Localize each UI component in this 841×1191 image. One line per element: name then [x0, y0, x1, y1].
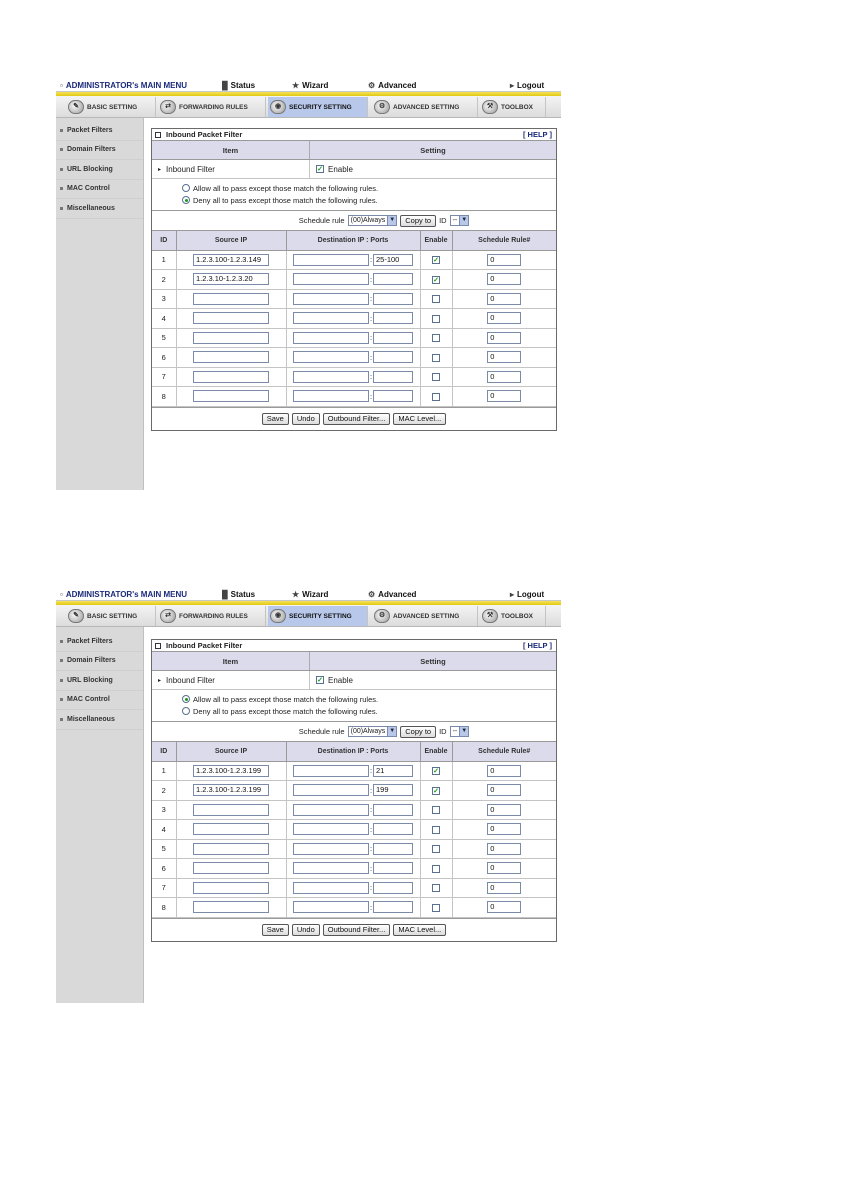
rule-id: 6: [152, 859, 176, 879]
source-ip-input[interactable]: [193, 390, 269, 402]
enable-checkbox[interactable]: ✓: [433, 276, 439, 284]
col-destination: Destination IP : Ports: [286, 742, 420, 761]
inbound-filter-row: [152, 671, 556, 690]
bullet-icon: [60, 207, 63, 210]
ports-input[interactable]: 25-100: [373, 254, 413, 266]
wizard-link[interactable]: ★ Wizard: [292, 590, 329, 599]
schedule-rule-input[interactable]: 0: [487, 273, 521, 285]
chevron-down-icon: ▼: [459, 216, 468, 225]
destination-ip-input[interactable]: [293, 804, 369, 816]
inbound-filter-panel: [151, 639, 557, 942]
deny-radio[interactable]: [182, 707, 190, 715]
forwarding-rules-icon: ⇄: [160, 100, 176, 114]
bullet-icon: [60, 659, 63, 662]
rule-id: 3: [152, 289, 176, 309]
table-row: [152, 859, 556, 879]
rule-id: 4: [152, 309, 176, 329]
square-icon: [155, 132, 161, 138]
tab-forwarding-rules[interactable]: ⇄ FORWARDING RULES: [158, 97, 266, 117]
schedule-rule-input[interactable]: 0: [487, 312, 521, 324]
destination-ip-input[interactable]: [293, 390, 369, 402]
table-row: [152, 289, 556, 309]
schedule-label: Schedule rule: [298, 727, 345, 736]
enable-checkbox[interactable]: [432, 826, 440, 834]
undo-button[interactable]: Undo: [292, 413, 320, 425]
bullet-icon: [60, 679, 63, 682]
enable-checkbox[interactable]: [432, 904, 440, 912]
schedule-rule-input[interactable]: 0: [487, 823, 521, 835]
enable-checkbox[interactable]: [432, 806, 440, 814]
port-separator: :: [369, 844, 373, 854]
copy-to-button[interactable]: Copy to: [400, 726, 436, 738]
bullet-icon: [60, 148, 63, 151]
enable-checkbox[interactable]: ✓: [433, 257, 439, 265]
port-separator: :: [369, 785, 373, 795]
schedule-rule-input[interactable]: 0: [487, 765, 521, 777]
destination-ip-input[interactable]: [293, 254, 369, 266]
basic-setting-icon: ✎: [68, 100, 84, 114]
advanced-setting-icon: ⚙: [374, 100, 390, 114]
destination-ip-input[interactable]: [293, 371, 369, 383]
security-setting-icon: ◉: [270, 100, 286, 114]
source-ip-input[interactable]: [193, 882, 269, 894]
table-row: [152, 270, 556, 290]
inbound-filter-label: Inbound Filter: [166, 164, 215, 174]
ports-input[interactable]: [373, 390, 413, 402]
bullet-icon: [60, 698, 63, 701]
button-row: [152, 918, 556, 941]
port-separator: :: [369, 313, 373, 323]
enable-checkbox[interactable]: [432, 315, 440, 323]
deny-radio[interactable]: [182, 196, 190, 204]
schedule-rule-input[interactable]: 0: [487, 784, 521, 796]
chevron-down-icon: ▼: [387, 216, 396, 225]
table-row: [152, 309, 556, 329]
port-separator: :: [369, 352, 373, 362]
sidebar-item[interactable]: Domain Filters: [56, 141, 143, 161]
deny-label: Deny all to pass except those match the following rules.: [193, 195, 378, 205]
source-ip-input[interactable]: 1.2.3.100-1.2.3.149: [193, 254, 269, 266]
allow-label: Allow all to pass except those match the following rules.: [193, 694, 379, 704]
table-row: [152, 898, 556, 918]
col-source-ip: Source IP: [176, 231, 286, 250]
tab-advanced-setting[interactable]: ⚙ ADVANCED SETTING: [372, 606, 478, 626]
deny-label: Deny all to pass except those match the following rules.: [193, 706, 378, 716]
ports-input[interactable]: [373, 823, 413, 835]
bullet-icon: [60, 168, 63, 171]
bullet-icon: [60, 640, 63, 643]
tab-advanced-setting[interactable]: ⚙ ADVANCED SETTING: [372, 97, 478, 117]
rules-table: [152, 231, 556, 407]
ports-input[interactable]: [373, 312, 413, 324]
help-link[interactable]: [ HELP ]: [522, 641, 552, 650]
ports-input[interactable]: [373, 332, 413, 344]
rule-id: 1: [152, 761, 176, 781]
col-source-ip: Source IP: [176, 742, 286, 761]
sidebar-item[interactable]: MAC Control: [56, 691, 143, 711]
sidebar-item[interactable]: URL Blocking: [56, 160, 143, 180]
rule-id: 7: [152, 367, 176, 387]
basic-setting-icon: ✎: [68, 609, 84, 623]
panel-title: Inbound Packet Filter: [155, 641, 242, 650]
enable-checkbox[interactable]: [432, 334, 440, 342]
port-separator: :: [369, 255, 373, 265]
destination-ip-input[interactable]: [293, 823, 369, 835]
table-row: [152, 348, 556, 368]
rules-table: [152, 742, 556, 918]
ports-input[interactable]: 21: [373, 765, 413, 777]
item-header: Item: [152, 141, 310, 159]
port-separator: :: [369, 333, 373, 343]
destination-ip-input[interactable]: [293, 784, 369, 796]
port-separator: :: [369, 274, 373, 284]
enable-checkbox[interactable]: ✓: [433, 768, 439, 776]
bullet-icon: [60, 129, 63, 132]
chevron-down-icon: ▼: [387, 727, 396, 736]
port-separator: :: [369, 766, 373, 776]
rule-id: 8: [152, 387, 176, 407]
schedule-select[interactable]: (00)Always ▼: [348, 726, 398, 737]
ports-input[interactable]: [373, 882, 413, 894]
source-ip-input[interactable]: 1.2.3.10-1.2.3.20: [193, 273, 269, 285]
tab-toolbox[interactable]: ⚒ TOOLBOX: [480, 606, 546, 626]
wizard-icon: ★: [292, 81, 300, 90]
source-ip-input[interactable]: [193, 312, 269, 324]
schedule-rule-input[interactable]: 0: [487, 804, 521, 816]
table-row: [152, 367, 556, 387]
undo-button[interactable]: Undo: [292, 924, 320, 936]
sidebar-item[interactable]: MAC Control: [56, 180, 143, 200]
square-icon: ▫: [60, 81, 63, 90]
enable-checkbox[interactable]: [432, 295, 440, 303]
enable-checkbox[interactable]: [432, 354, 440, 362]
button-row: [152, 407, 556, 430]
ports-input[interactable]: [373, 901, 413, 913]
source-ip-input[interactable]: [193, 332, 269, 344]
rule-id: 3: [152, 800, 176, 820]
schedule-rule-input[interactable]: 0: [487, 843, 521, 855]
advanced-setting-icon: ⚙: [374, 609, 390, 623]
inbound-filter-panel: [151, 128, 557, 431]
destination-ip-input[interactable]: [293, 843, 369, 855]
outbound-filter-button[interactable]: Outbound Filter...: [323, 413, 391, 425]
router-admin-screenshot: [56, 78, 561, 454]
arrow-right-icon: ▸: [510, 81, 515, 90]
table-row: [152, 387, 556, 407]
ports-input[interactable]: [373, 862, 413, 874]
schedule-rule-input[interactable]: 0: [487, 332, 521, 344]
table-row: [152, 781, 556, 801]
save-button[interactable]: Save: [262, 924, 289, 936]
status-link[interactable]: █ Status: [222, 590, 256, 599]
status-icon: █: [222, 590, 228, 599]
destination-ip-input[interactable]: [293, 312, 369, 324]
id-label: ID: [439, 216, 447, 225]
sidebar: [56, 627, 144, 1003]
sidebar: [56, 118, 144, 490]
rule-id: 7: [152, 878, 176, 898]
tab-forwarding-rules[interactable]: ⇄ FORWARDING RULES: [158, 606, 266, 626]
wizard-icon: ★: [292, 590, 300, 599]
source-ip-input[interactable]: [193, 351, 269, 363]
source-ip-input[interactable]: [193, 843, 269, 855]
help-link[interactable]: [ HELP ]: [522, 130, 552, 139]
rule-id: 2: [152, 781, 176, 801]
enable-filter-checkbox[interactable]: ✓: [317, 166, 323, 173]
col-schedule-rule: Schedule Rule#: [452, 231, 556, 250]
col-enable: Enable: [420, 231, 452, 250]
id-label: ID: [439, 727, 447, 736]
rule-id: 2: [152, 270, 176, 290]
port-separator: :: [369, 391, 373, 401]
inbound-filter-row: [152, 160, 556, 179]
arrow-right-icon: ▸: [510, 590, 515, 599]
advanced-link[interactable]: ⚙ Advanced: [368, 81, 417, 90]
col-enable: Enable: [420, 742, 452, 761]
rule-id: 6: [152, 348, 176, 368]
enable-checkbox[interactable]: [432, 393, 440, 401]
schedule-row: [152, 722, 556, 742]
enable-label: Enable: [328, 675, 353, 685]
square-icon: ▫: [60, 590, 63, 599]
col-id: ID: [152, 231, 176, 250]
table-row: [152, 761, 556, 781]
id-select[interactable]: -- ▼: [450, 726, 470, 737]
destination-ip-input[interactable]: [293, 351, 369, 363]
enable-checkbox[interactable]: [432, 865, 440, 873]
allow-radio[interactable]: [182, 184, 190, 192]
table-row: [152, 820, 556, 840]
table-row: [152, 800, 556, 820]
copy-to-button[interactable]: Copy to: [400, 215, 436, 227]
rule-id: 5: [152, 839, 176, 859]
enable-checkbox[interactable]: [432, 373, 440, 381]
enable-filter-checkbox[interactable]: ✓: [317, 677, 323, 684]
column-header-row: [152, 652, 556, 671]
router-admin-screenshot: [56, 587, 561, 965]
id-select[interactable]: -- ▼: [450, 215, 470, 226]
wizard-link[interactable]: ★ Wizard: [292, 81, 329, 90]
panel-title: Inbound Packet Filter: [155, 130, 242, 139]
schedule-rule-input[interactable]: 0: [487, 254, 521, 266]
panel-header: [152, 640, 556, 652]
destination-ip-input[interactable]: [293, 882, 369, 894]
outbound-filter-button[interactable]: Outbound Filter...: [323, 924, 391, 936]
arrow-right-icon: ▸: [158, 677, 162, 684]
panel-header: [152, 129, 556, 141]
port-separator: :: [369, 902, 373, 912]
port-separator: :: [369, 824, 373, 834]
source-ip-input[interactable]: [193, 862, 269, 874]
table-row: [152, 328, 556, 348]
rule-id: 8: [152, 898, 176, 918]
schedule-label: Schedule rule: [298, 216, 345, 225]
schedule-select[interactable]: (00)Always ▼: [348, 215, 398, 226]
sidebar-item[interactable]: Miscellaneous: [56, 199, 143, 219]
source-ip-input[interactable]: [193, 823, 269, 835]
bullet-icon: [60, 718, 63, 721]
rule-id: 1: [152, 250, 176, 270]
admin-menu-link[interactable]: ▫ ADMINISTRATOR's MAIN MENU: [60, 81, 188, 90]
destination-ip-input[interactable]: [293, 273, 369, 285]
status-link[interactable]: █ Status: [222, 81, 256, 90]
item-header: Item: [152, 652, 310, 670]
source-ip-input[interactable]: 1.2.3.100-1.2.3.199: [193, 765, 269, 777]
tab-basic-setting[interactable]: ✎ BASIC SETTING: [66, 97, 156, 117]
mac-level-button[interactable]: MAC Level...: [393, 924, 446, 936]
chevron-down-icon: ▼: [459, 727, 468, 736]
port-separator: :: [369, 372, 373, 382]
mac-level-button[interactable]: MAC Level...: [393, 413, 446, 425]
rule-id: 4: [152, 820, 176, 840]
forwarding-rules-icon: ⇄: [160, 609, 176, 623]
col-schedule-rule: Schedule Rule#: [452, 742, 556, 761]
source-ip-input[interactable]: 1.2.3.100-1.2.3.199: [193, 784, 269, 796]
logout-link[interactable]: ▸ Logout: [510, 590, 545, 599]
table-row: [152, 839, 556, 859]
schedule-rule-input[interactable]: 0: [487, 390, 521, 402]
destination-ip-input[interactable]: [293, 901, 369, 913]
tab-toolbox[interactable]: ⚒ TOOLBOX: [480, 97, 546, 117]
destination-ip-input[interactable]: [293, 765, 369, 777]
sidebar-item[interactable]: Domain Filters: [56, 652, 143, 672]
tab-bar: [56, 605, 561, 627]
column-header-row: [152, 141, 556, 160]
ports-input[interactable]: [373, 843, 413, 855]
logout-link[interactable]: ▸ Logout: [510, 81, 545, 90]
sidebar-item[interactable]: URL Blocking: [56, 671, 143, 691]
enable-label: Enable: [328, 164, 353, 174]
bullet-icon: [60, 187, 63, 190]
square-icon: [155, 643, 161, 649]
port-separator: :: [369, 883, 373, 893]
schedule-rule-input[interactable]: 0: [487, 351, 521, 363]
col-id: ID: [152, 742, 176, 761]
enable-checkbox[interactable]: [432, 884, 440, 892]
source-ip-input[interactable]: [193, 901, 269, 913]
tab-bar: [56, 96, 561, 118]
schedule-rule-input[interactable]: 0: [487, 901, 521, 913]
toolbox-icon: ⚒: [482, 100, 498, 114]
port-separator: :: [369, 805, 373, 815]
enable-checkbox[interactable]: [432, 845, 440, 853]
ports-input[interactable]: [373, 804, 413, 816]
destination-ip-input[interactable]: [293, 862, 369, 874]
port-separator: :: [369, 294, 373, 304]
schedule-rule-input[interactable]: 0: [487, 371, 521, 383]
table-row: [152, 250, 556, 270]
destination-ip-input[interactable]: [293, 332, 369, 344]
sidebar-item[interactable]: Packet Filters: [56, 121, 143, 141]
sidebar-item[interactable]: Miscellaneous: [56, 710, 143, 730]
sidebar-item[interactable]: Packet Filters: [56, 632, 143, 652]
top-menu: [56, 78, 561, 92]
tab-security-setting[interactable]: ◉ SECURITY SETTING: [268, 606, 368, 626]
allow-label: Allow all to pass except those match the following rules.: [193, 183, 379, 193]
setting-header: Setting: [420, 145, 446, 155]
source-ip-input[interactable]: [193, 371, 269, 383]
ports-input[interactable]: [373, 293, 413, 305]
advanced-icon: ⚙: [368, 81, 376, 90]
ports-input[interactable]: [373, 371, 413, 383]
rule-id: 5: [152, 328, 176, 348]
setting-header: Setting: [420, 656, 446, 666]
schedule-rule-input[interactable]: 0: [487, 862, 521, 874]
toolbox-icon: ⚒: [482, 609, 498, 623]
tab-security-setting[interactable]: ◉ SECURITY SETTING: [268, 97, 368, 117]
schedule-rule-input[interactable]: 0: [487, 293, 521, 305]
schedule-row: [152, 211, 556, 231]
arrow-right-icon: ▸: [158, 166, 162, 173]
ports-input[interactable]: 199: [373, 784, 413, 796]
save-button[interactable]: Save: [262, 413, 289, 425]
allow-radio[interactable]: [182, 695, 190, 703]
source-ip-input[interactable]: [193, 804, 269, 816]
policy-radio-group: [152, 690, 556, 722]
enable-checkbox[interactable]: ✓: [433, 787, 439, 795]
security-setting-icon: ◉: [270, 609, 286, 623]
advanced-icon: ⚙: [368, 590, 376, 599]
advanced-link[interactable]: ⚙ Advanced: [368, 590, 417, 599]
top-menu: [56, 587, 561, 601]
col-destination: Destination IP : Ports: [286, 231, 420, 250]
table-row: [152, 878, 556, 898]
tab-basic-setting[interactable]: ✎ BASIC SETTING: [66, 606, 156, 626]
ports-input[interactable]: [373, 273, 413, 285]
status-icon: █: [222, 81, 228, 90]
schedule-rule-input[interactable]: 0: [487, 882, 521, 894]
port-separator: :: [369, 863, 373, 873]
source-ip-input[interactable]: [193, 293, 269, 305]
policy-radio-group: [152, 179, 556, 211]
admin-menu-link[interactable]: ▫ ADMINISTRATOR's MAIN MENU: [60, 590, 188, 599]
inbound-filter-label: Inbound Filter: [166, 675, 215, 685]
destination-ip-input[interactable]: [293, 293, 369, 305]
ports-input[interactable]: [373, 351, 413, 363]
